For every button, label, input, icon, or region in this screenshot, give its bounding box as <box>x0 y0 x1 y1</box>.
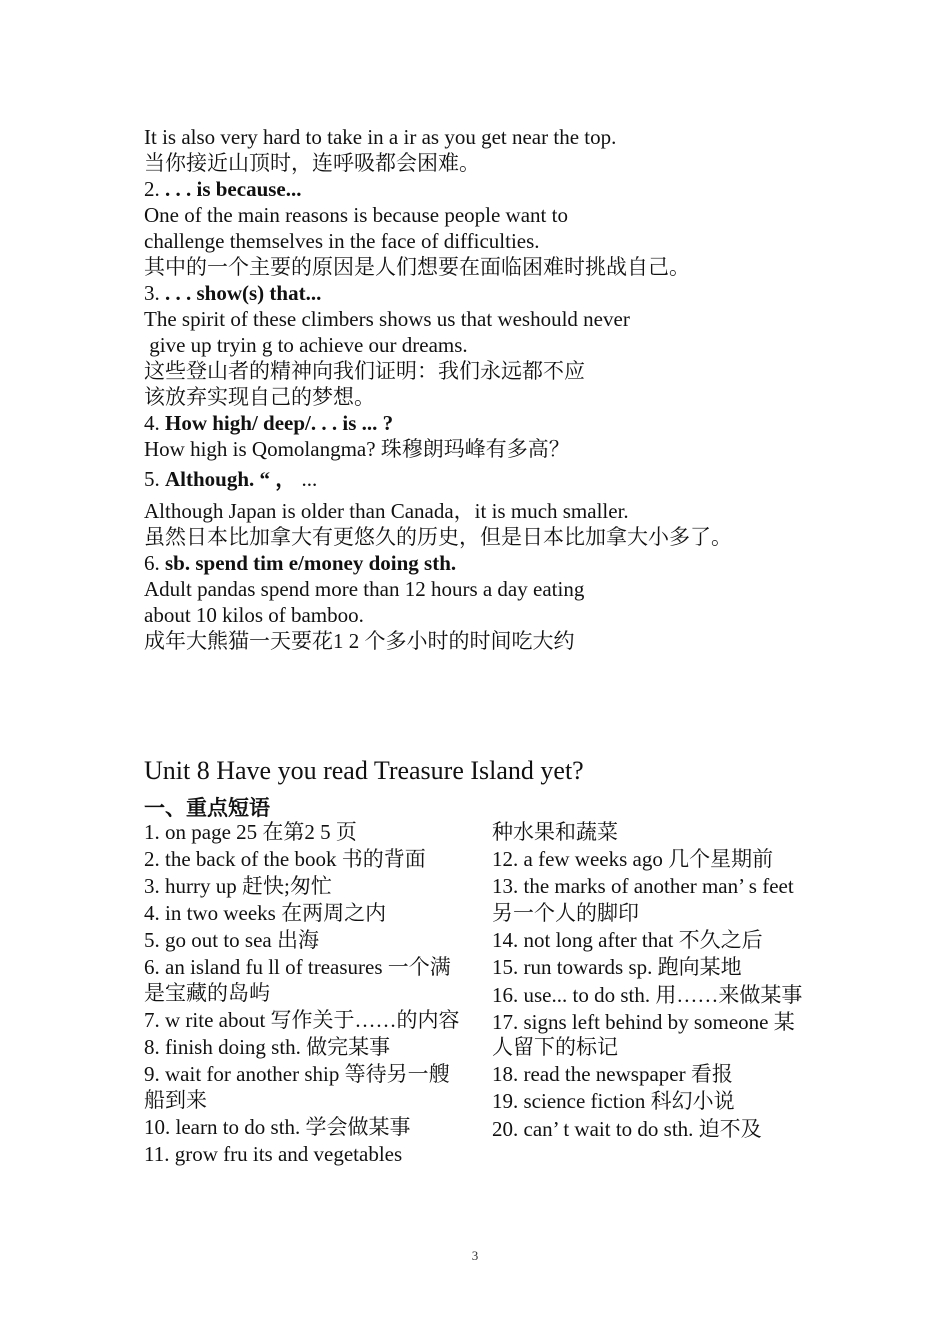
list-item: 5. go out to sea 出海 <box>144 928 319 953</box>
unit-title: Unit 8 Have you read Treasure Island yet? <box>144 756 584 785</box>
list-item: 9. wait for another ship 等待另一艘船到来 <box>144 1062 450 1112</box>
example-sentence: Adult pandas spend more than 12 hours a day eating <box>144 577 585 601</box>
list-item: 15. run towards sp. 跑向某地 <box>492 955 742 980</box>
list-item: 2. the back of the book 书的背面 <box>144 847 426 872</box>
pattern-heading-4 <box>144 410 824 436</box>
list-item: 11. grow fru its and vegetables <box>144 1142 403 1167</box>
pattern-text: . . . show(s) that... <box>165 281 322 305</box>
list-item: 6. an island fu ll of treasures 一个满是宝藏的岛屿 <box>144 955 451 1006</box>
list-item: 8. finish doing sth. 做完某事 <box>144 1035 391 1060</box>
list-item: 3. hurry up 赶快;匆忙 <box>144 874 332 899</box>
list-item: 1. on page 25 在第2 5 页 <box>144 820 357 844</box>
list-item: 20. can’ t wait to do sth. 迫不及 <box>492 1116 762 1141</box>
pattern-text: . . . is because... <box>165 177 302 201</box>
list-item: 18. read the newspaper 看报 <box>492 1062 733 1087</box>
list-item: 13. the marks of another man’ s feet <box>492 874 794 899</box>
list-item: 14. not long after that 不久之后 <box>492 928 763 953</box>
pattern-heading-5 <box>144 466 824 492</box>
pattern-heading-6 <box>144 550 824 576</box>
example-translation: 虽然日本比加拿大有更悠久的历史，但是日本比加拿大小多了。 <box>144 525 732 549</box>
pattern-heading-2 <box>144 176 824 202</box>
example-translation: 该放弃实现自己的梦想。 <box>144 385 375 409</box>
list-item: 19. science fiction 科幻小说 <box>492 1089 735 1114</box>
phrase-list-left <box>144 820 464 1168</box>
example-translation: 其中的一个主要的原因是人们想要在面临困难时挑战自己。 <box>144 255 690 279</box>
example-translation: 当你接近山顶时，连呼吸都会困难。 <box>144 151 480 175</box>
pattern-tail: ... <box>296 467 318 491</box>
list-item: 12. a few weeks ago 几个星期前 <box>492 847 774 872</box>
example-sentence: How high is Qomolangma? 珠穆朗玛峰有多高？ <box>144 437 570 461</box>
list-item: 另一个人的脚印 <box>492 901 639 926</box>
pattern-number: 5. <box>144 467 165 491</box>
section-heading: 一、重点短语 <box>144 796 270 820</box>
list-item: 16. use... to do sth. 用……来做某事 <box>492 982 803 1007</box>
pattern-text: Although. “ ， <box>165 467 297 491</box>
example-sentence: The spirit of these climbers shows us that weshould never <box>144 307 630 331</box>
example-sentence: It is also very hard to take in a ir as you get near the top. <box>144 125 617 149</box>
example-translation: 成年大熊猫一天要花1 2 个多小时的时间吃大约 <box>144 629 575 653</box>
pattern-number: 6. <box>144 551 165 575</box>
list-item: 7. w rite about 写作关于……的内容 <box>144 1008 460 1033</box>
list-item: 17. signs left behind by someone 某人留下的标记 <box>492 1009 795 1060</box>
example-translation: 这些登山者的精神向我们证明：我们永远都不应 <box>144 359 585 383</box>
example-sentence: One of the main reasons is because people want to <box>144 203 568 227</box>
pattern-heading-3 <box>144 280 824 306</box>
list-item: 10. learn to do sth. 学会做某事 <box>144 1115 411 1140</box>
pattern-number: 3. <box>144 281 165 305</box>
example-sentence: challenge themselves in the face of difficulties. <box>144 229 540 253</box>
sentence-patterns-section <box>144 124 824 654</box>
example-sentence: about 10 kilos of bamboo. <box>144 603 364 627</box>
phrase-list-right <box>492 820 807 1142</box>
example-sentence: give up tryin g to achieve our dreams. <box>144 333 468 357</box>
pattern-number: 2. <box>144 177 165 201</box>
page-number: 3 <box>471 1248 479 1263</box>
pattern-text: sb. spend tim e/money doing sth. <box>165 551 457 575</box>
list-item: 4. in two weeks 在两周之内 <box>144 901 387 926</box>
list-item: 种水果和蔬菜 <box>492 820 618 844</box>
example-sentence: Although Japan is older than Canada，it is much smaller. <box>144 499 629 523</box>
pattern-number: 4. <box>144 411 165 435</box>
pattern-text: How high/ deep/. . . is ... ? <box>165 411 394 435</box>
